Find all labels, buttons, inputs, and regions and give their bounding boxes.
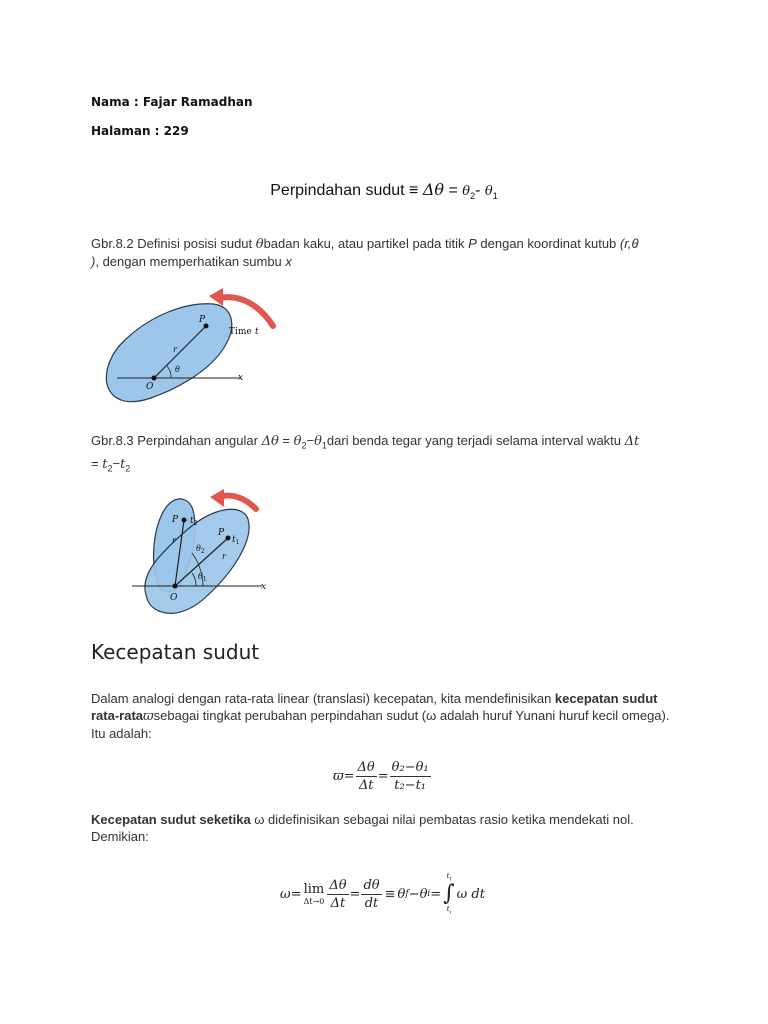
- eq2-integral: [443, 872, 454, 917]
- caption2-eq: =: [278, 433, 294, 448]
- label-x: x: [261, 582, 267, 592]
- title-text: Perpindahan sudut ≡: [270, 182, 419, 199]
- title-theta2: θ: [462, 184, 471, 199]
- eq1-num2: θ₂−θ₁: [391, 760, 429, 775]
- para1-bold: kecepatan sudut rata-rata: [91, 691, 658, 723]
- eq1-den2: t₂−t₁: [394, 778, 426, 793]
- caption1-x: x: [285, 254, 292, 269]
- para1-omega-bar: ϖ: [143, 709, 154, 724]
- caption2-eq2: =: [91, 455, 103, 471]
- para2-bold: Kecepatan sudut seketika: [91, 812, 251, 827]
- caption2-minus2: −: [112, 455, 121, 471]
- caption1-text-b: badan kaku, atau partikel pada titik: [263, 236, 469, 251]
- caption2-text-b: dari benda tegar yang terjadi selama interval waktu: [326, 433, 625, 448]
- label-time: Time: [229, 327, 252, 337]
- caption1-coords: (r,θ: [619, 236, 639, 251]
- title-theta2-sub: 2: [470, 191, 476, 202]
- label-t1-sub: 1: [235, 539, 240, 546]
- page-number: Halaman : 229: [91, 124, 189, 138]
- title-equals: =: [448, 182, 458, 199]
- label-r: r: [173, 345, 177, 354]
- eq1-num1: Δθ: [357, 760, 375, 775]
- eq2-int-lower-sub: i: [449, 909, 452, 916]
- label-theta1-main: θ: [198, 572, 203, 581]
- eq2-theta-f-sub: f: [405, 889, 409, 900]
- equation-average-angular-velocity: [333, 760, 432, 793]
- caption2-t2-sub: 2: [107, 463, 113, 474]
- label-theta2-main: θ: [196, 544, 201, 553]
- label-x: x: [238, 373, 244, 383]
- page-title: [0, 180, 768, 201]
- label-t1-main: t: [232, 535, 236, 545]
- rigid-body-shape: [106, 304, 231, 402]
- eq2-eq: =: [290, 886, 302, 902]
- figure-8-2-rigid-body: [91, 282, 281, 416]
- eq1-eq: =: [343, 769, 355, 784]
- eq2-int-upper-t: t: [446, 872, 450, 880]
- author-name: Nama : Fajar Ramadhan: [91, 95, 253, 109]
- rotation-arrow-head: [210, 489, 224, 507]
- caption1-theta: θ: [255, 237, 264, 252]
- eq1-frac2: [390, 760, 431, 793]
- title-minus: -: [475, 182, 481, 199]
- eq1-lhs: ϖ: [333, 769, 344, 784]
- eq2-lim: lim: [303, 881, 325, 897]
- para1-text: Dalam analogi dengan rata-rata linear (translasi) kecepatan, kita mendefinisikan: [91, 691, 555, 706]
- eq2-theta-i-sub: i: [427, 889, 431, 900]
- eq2-int-lower-t: t: [446, 905, 450, 914]
- caption1-p: P: [468, 236, 477, 251]
- caption1-text: Gbr.8.2 Definisi posisi sudut: [91, 236, 256, 251]
- caption2-dt: Δt: [624, 434, 640, 449]
- eq2-frac2: [361, 878, 381, 911]
- label-theta2-sub: 2: [200, 548, 205, 555]
- label-p-t2: P: [172, 515, 179, 525]
- point-p-t1: [226, 536, 231, 541]
- eq2-int-lower: [447, 905, 451, 916]
- label-time-t: t: [255, 327, 259, 337]
- eq2-integral-sign: ∫: [443, 881, 455, 907]
- label-t2-sub: 2: [193, 520, 198, 527]
- eq2-eq2: =: [349, 886, 361, 902]
- eq1-eq2: =: [377, 769, 389, 784]
- eq2-equiv: ≡: [384, 886, 396, 902]
- title-delta: Δ: [422, 180, 435, 199]
- title-theta1: θ: [484, 184, 493, 199]
- label-p-t1: P: [218, 528, 225, 538]
- eq2-int-upper-sub: f: [449, 876, 452, 883]
- caption2-theta2: θ: [293, 434, 302, 449]
- eq2-den1: Δt: [330, 895, 346, 911]
- label-r-t1: r: [222, 552, 226, 561]
- caption2-dtheta: Δθ: [261, 434, 279, 449]
- label-o: O: [170, 593, 178, 603]
- eq2-den2: dt: [364, 895, 379, 911]
- para2-text: ω didefinisikan sebagai nilai pembatas rasio ketika mendekati nol. Demikian:: [91, 812, 634, 844]
- label-theta1-sub: 1: [202, 576, 207, 583]
- figure-8-3-angular-displacement: [118, 485, 288, 625]
- eq1-den1: Δt: [358, 778, 374, 793]
- paragraph-instantaneous-angular-velocity: [91, 811, 671, 845]
- caption2-theta1: θ: [314, 434, 322, 449]
- eq2-integrand: ω dt: [456, 886, 485, 902]
- point-p-t2: [182, 518, 187, 523]
- caption2-t1-sub: 2: [125, 463, 131, 474]
- equation-instantaneous-angular-velocity: [280, 872, 485, 917]
- eq2-lim-sub: Δt→0: [303, 896, 325, 906]
- label-r-t2: r: [172, 536, 176, 545]
- eq2-limit: [304, 882, 325, 907]
- paragraph-average-angular-velocity: [91, 690, 671, 742]
- origin-point: [152, 376, 157, 381]
- eq2-frac1: [327, 878, 348, 911]
- eq2-eq3: =: [430, 886, 442, 902]
- caption2-t1: t: [120, 456, 126, 472]
- eq2-omega: ω: [280, 886, 291, 902]
- label-p: P: [199, 315, 206, 325]
- label-theta: θ: [175, 365, 180, 374]
- para1-text-b: sebagai tingkat perubahan perpindahan sudut (ω adalah huruf Yunani huruf kecil omega). Itu adalah:: [91, 708, 670, 741]
- label-o: O: [146, 382, 154, 392]
- eq2-minus-theta-i: −θ: [408, 886, 428, 902]
- caption2-text: Gbr.8.3 Perpindahan angular: [91, 433, 262, 448]
- caption2-t2: t: [102, 456, 108, 472]
- caption1-text-e: , dengan memperhatikan sumbu: [95, 254, 286, 269]
- caption2-minus: −: [306, 433, 315, 448]
- section-heading: Kecepatan sudut: [91, 640, 260, 664]
- caption1-text-c: dengan koordinat kutub: [476, 236, 620, 251]
- title-theta: θ: [434, 180, 445, 199]
- caption2-theta2-sub: 2: [301, 440, 307, 451]
- eq2-theta-f: θ: [397, 886, 406, 902]
- figure-caption-8-3: [91, 432, 671, 477]
- caption1-paren: ): [91, 254, 96, 269]
- eq2-num2: dθ: [363, 877, 380, 893]
- eq1-frac1: [356, 760, 377, 793]
- origin-point: [173, 584, 178, 589]
- title-theta1-sub: 1: [492, 191, 498, 202]
- label-t2-main: t: [190, 516, 194, 526]
- eq2-num1: Δθ: [329, 877, 347, 893]
- caption2-theta1-sub: 1: [321, 440, 327, 451]
- figure-caption-8-2: [91, 235, 671, 270]
